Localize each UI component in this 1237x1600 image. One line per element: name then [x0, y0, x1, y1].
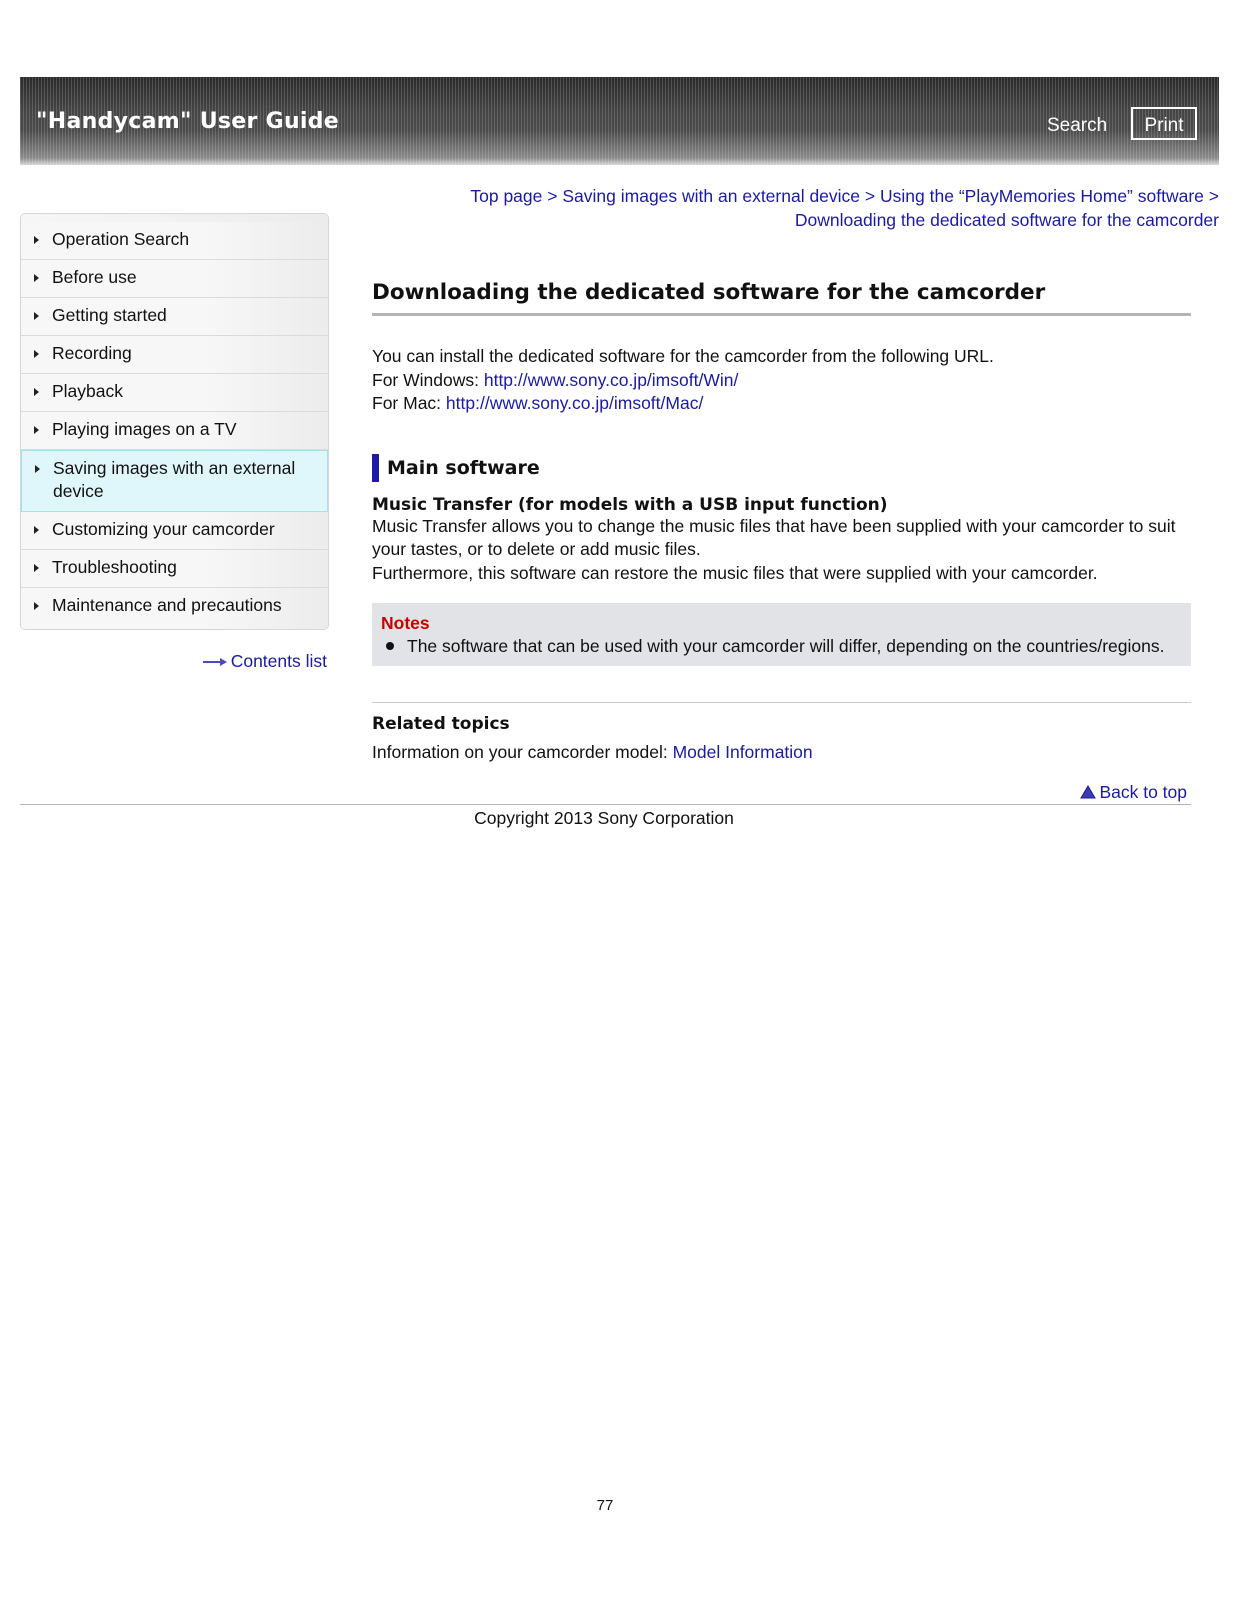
sidebar-item-label: Before use	[52, 267, 137, 287]
notes-title: Notes	[381, 613, 430, 633]
section-title-main-software: Main software	[372, 454, 1191, 482]
sidebar-item-label: Maintenance and precautions	[52, 595, 282, 615]
intro-paragraph	[372, 345, 1191, 416]
related-topics-line	[372, 742, 1191, 763]
caret-right-icon	[35, 465, 40, 473]
print-button[interactable]: Print	[1131, 107, 1197, 140]
sidebar-item-getting-started[interactable]	[21, 298, 328, 336]
notes-box	[372, 603, 1191, 666]
contents-list-label: Contents list	[230, 651, 327, 671]
breadcrumb-separator: >	[547, 186, 558, 206]
sidebar-item-label: Troubleshooting	[52, 557, 177, 577]
mac-label: For Mac:	[372, 393, 442, 413]
sidebar-item-label: Operation Search	[52, 229, 190, 249]
search-link[interactable]: Search	[1047, 115, 1108, 136]
windows-line	[372, 369, 1191, 393]
caret-right-icon	[34, 564, 39, 572]
arrow-right-icon	[203, 657, 228, 667]
bullet-icon	[386, 642, 394, 650]
windows-url-link[interactable]: http://www.sony.co.jp/imsoft/Win/	[483, 369, 739, 390]
caret-right-icon	[34, 526, 39, 534]
page-number: 77	[596, 1497, 614, 1514]
breadcrumb-separator: >	[864, 186, 876, 206]
mac-url-link[interactable]: http://www.sony.co.jp/imsoft/Mac/	[445, 393, 704, 413]
sidebar-nav	[20, 213, 329, 630]
intro-text: You can install the dedicated software for the camcorder from the following URL.	[372, 346, 994, 366]
guide-title: "Handycam" User Guide	[36, 109, 340, 134]
sidebar-item-label: Playback	[52, 381, 124, 401]
caret-right-icon	[34, 236, 39, 244]
caret-right-icon	[34, 350, 39, 358]
breadcrumb-current-page[interactable]: Downloading the dedicated software for the camcorder	[794, 210, 1219, 230]
sidebar-item-label: Saving images with an external device	[53, 458, 296, 501]
caret-right-icon	[34, 426, 39, 434]
model-information-link[interactable]: Model Information	[672, 742, 813, 762]
back-to-top-label: Back to top	[1099, 782, 1187, 802]
sidebar-item-label: Customizing your camcorder	[52, 519, 275, 539]
sidebar-item-customizing[interactable]	[21, 512, 328, 550]
windows-label: For Windows:	[372, 369, 479, 390]
back-to-top-link[interactable]	[1000, 782, 1187, 803]
caret-right-icon	[34, 274, 39, 282]
music-transfer-text-1: Music Transfer allows you to change the music files that have been supplied with your camcorder to suit your tastes, or to delete or add music files.	[372, 515, 1176, 559]
sidebar-item-troubleshooting[interactable]	[21, 550, 328, 588]
copyright-text: Copyright 2013 Sony Corporation	[474, 808, 734, 828]
caret-right-icon	[34, 312, 39, 320]
sidebar-item-playing-on-tv[interactable]	[21, 412, 328, 450]
notes-item-text: The software that can be used with your camcorder will differ, depending on the countries/regions.	[407, 636, 1165, 656]
footer-divider	[20, 804, 1191, 805]
mac-line	[372, 392, 1191, 416]
caret-right-icon	[34, 602, 39, 610]
breadcrumb-separator: >	[1208, 186, 1219, 206]
sidebar-item-label: Playing images on a TV	[52, 419, 237, 439]
breadcrumb-top-page[interactable]: Top page	[470, 186, 543, 206]
related-topics-text: Information on your camcorder model:	[372, 742, 668, 762]
sidebar-item-label: Recording	[52, 343, 132, 363]
main-content	[372, 280, 1191, 763]
sidebar-item-operation-search[interactable]	[21, 222, 328, 260]
breadcrumb-playmemories[interactable]: Using the “PlayMemories Home” software	[880, 186, 1204, 206]
breadcrumb-saving-images[interactable]: Saving images with an external device	[562, 186, 861, 206]
sidebar-item-playback[interactable]	[21, 374, 328, 412]
caret-right-icon	[34, 388, 39, 396]
contents-list-link[interactable]	[200, 651, 327, 672]
related-topics-title: Related topics	[372, 714, 510, 734]
music-transfer-title: Music Transfer (for models with a USB input function)	[372, 494, 888, 515]
page-title: Downloading the dedicated software for the camcorder	[372, 280, 1191, 316]
sidebar-item-label: Getting started	[52, 305, 167, 325]
notes-item	[381, 635, 1182, 658]
music-transfer-text-2: Furthermore, this software can restore the music files that were supplied with your camcorder.	[372, 562, 1098, 583]
sidebar-item-maintenance[interactable]	[21, 588, 328, 629]
header-bar	[20, 77, 1219, 165]
triangle-up-icon	[1080, 785, 1096, 799]
sidebar-item-before-use[interactable]	[21, 260, 328, 298]
sidebar-item-recording[interactable]	[21, 336, 328, 374]
breadcrumb	[470, 184, 1219, 232]
sidebar-item-saving-images[interactable]	[21, 450, 328, 512]
music-transfer-description	[372, 515, 1191, 586]
related-divider	[372, 702, 1191, 703]
sidebar-top-edge	[21, 214, 328, 222]
